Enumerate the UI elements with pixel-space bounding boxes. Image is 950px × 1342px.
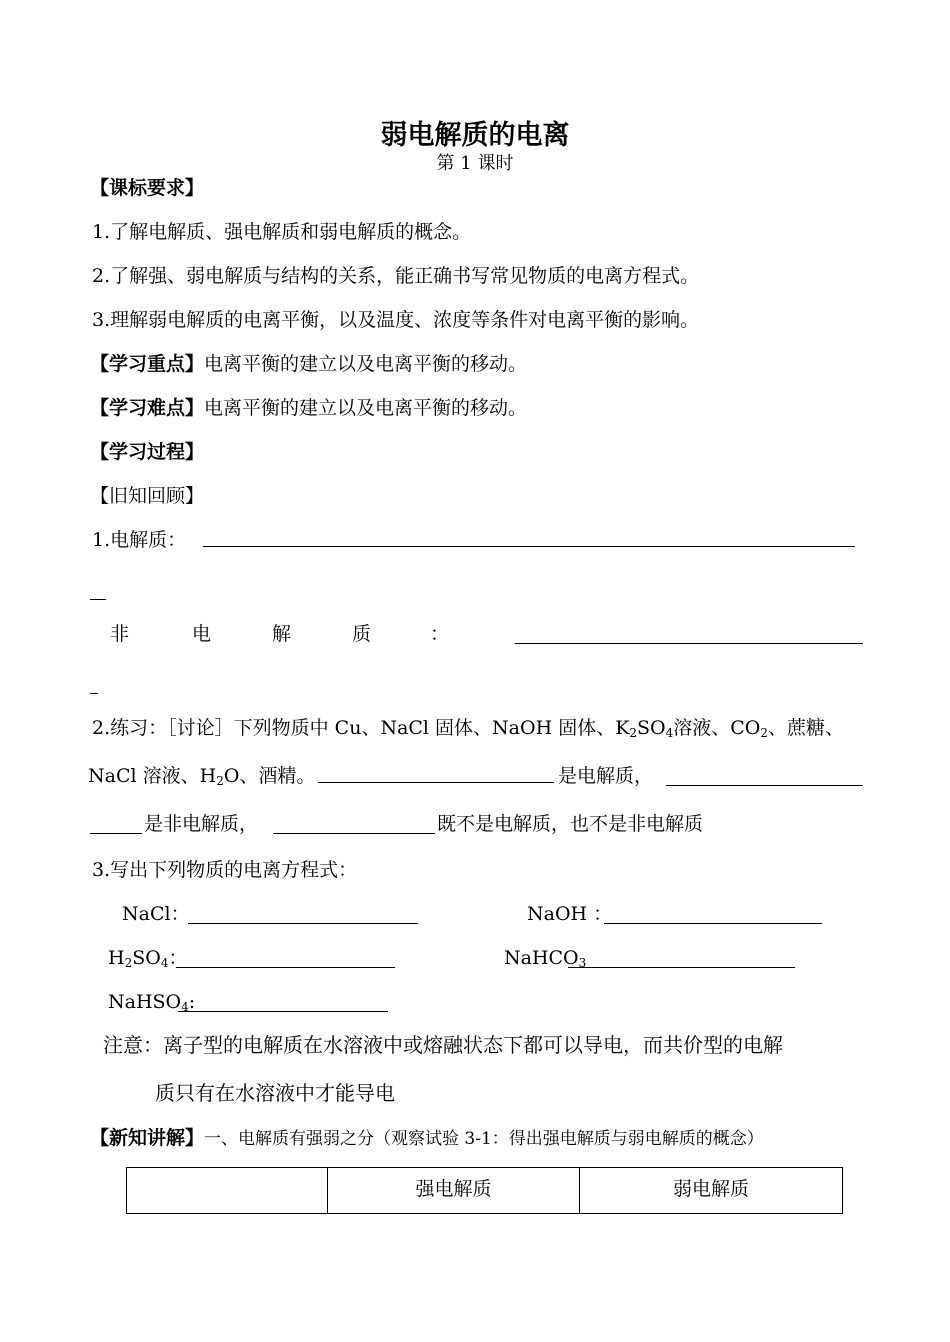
q2-text: 、蔗糖、 xyxy=(768,717,845,739)
electrolytes-blank[interactable] xyxy=(318,764,558,786)
comparison-table xyxy=(126,1167,843,1214)
q2-subscript: 4 xyxy=(665,726,674,740)
nonelectrolytes-blank[interactable] xyxy=(666,767,863,786)
q2-subscript: 2 xyxy=(216,774,224,788)
naoh-equation-blank[interactable] xyxy=(604,905,822,924)
formula-text: H xyxy=(108,947,125,969)
naoh-label: NaOH ： xyxy=(527,903,613,925)
formula-subscript: 3 xyxy=(578,956,587,970)
neither-blank[interactable] xyxy=(273,815,435,834)
difficulty-label: 【学习难点】 xyxy=(90,397,205,419)
standards-heading: 【课标要求】 xyxy=(90,177,205,199)
nonelectrolyte-char: 质 xyxy=(352,623,372,645)
q2-line-2a xyxy=(88,764,315,788)
standard-item-2: 2.了解强、弱电解质与结构的关系，能正确书写常见物质的电离方程式。 xyxy=(92,265,700,287)
formula-subscript: 4 xyxy=(160,956,169,970)
q2-line-1 xyxy=(92,716,844,740)
h2so4-equation-blank[interactable] xyxy=(176,949,395,968)
note-line-1: 注意：离子型的电解质在水溶液中或熔融状态下都可以导电，而共价型的电解 xyxy=(103,1033,783,1057)
electrolyte-label: 1.电解质： xyxy=(92,529,187,551)
q2-text: NaCl 溶液、H xyxy=(88,765,217,787)
page-subtitle: 第 1 课时 xyxy=(436,153,514,174)
formula-text: NaHSO xyxy=(108,991,182,1013)
q2-neither-suffix: 既不是电解质，也不是非电解质 xyxy=(437,813,704,835)
nacl-label: NaCl： xyxy=(122,903,190,925)
review-heading: 【旧知回顾】 xyxy=(90,485,205,507)
formula-text: : xyxy=(188,991,196,1013)
nahso4-equation-blank[interactable] xyxy=(178,993,388,1012)
difficulty-row xyxy=(90,396,527,420)
nonelectrolyte-char: 非 xyxy=(110,623,130,645)
standard-item-3: 3.理解弱电解质的电离平衡，以及温度、浓度等条件对电离平衡的影响。 xyxy=(92,309,700,331)
note-line-2: 质只有在水溶液中才能导电 xyxy=(155,1081,395,1105)
formula-text: ： xyxy=(168,947,188,969)
table-row xyxy=(127,1168,843,1214)
q2-electrolyte-suffix: 是电解质， xyxy=(558,765,654,787)
q2-text: SO xyxy=(637,717,666,739)
new-section-text: 一、电解质有强弱之分（观察试验 3-1：得出强电解质与弱电解质的概念） xyxy=(204,1129,764,1149)
focus-label: 【学习重点】 xyxy=(90,353,205,375)
q3-heading: 3.写出下列物质的电离方程式： xyxy=(92,859,358,881)
formula-subscript: 4 xyxy=(181,1000,189,1014)
new-section-label: 【新知讲解】 xyxy=(90,1127,205,1149)
formula-subscript: 2 xyxy=(124,956,133,970)
table-header-cell[interactable] xyxy=(127,1168,328,1214)
nahco3-equation-blank[interactable] xyxy=(568,946,798,968)
nonelectrolyte-blank-continuation[interactable] xyxy=(90,675,98,694)
page-title: 弱电解质的电离 xyxy=(380,120,570,151)
nonelectrolyte-blank[interactable] xyxy=(515,625,863,644)
new-section-row xyxy=(90,1126,764,1151)
q2-text: 2.练习：［讨论］下列物质中 Cu、NaCl 固体、NaOH 固体、K xyxy=(92,717,630,739)
nonelectrolyte-char: ： xyxy=(430,623,450,645)
q2-nonelectrolyte-suffix: 是非电解质， xyxy=(144,813,259,835)
standard-item-1: 1.了解电解质、强电解质和弱电解质的概念。 xyxy=(92,221,472,243)
difficulty-text: 电离平衡的建立以及电离平衡的移动。 xyxy=(204,397,528,419)
table-header-strong: 强电解质 xyxy=(328,1168,580,1214)
nonelectrolyte-char: 电 xyxy=(192,623,212,645)
process-heading: 【学习过程】 xyxy=(90,441,205,463)
formula-text: SO xyxy=(132,947,161,969)
q2-subscript: 2 xyxy=(760,726,769,740)
nonelectrolytes-blank-continuation[interactable] xyxy=(90,815,142,834)
electrolyte-blank-continuation[interactable] xyxy=(90,581,106,600)
table-header-weak: 弱电解质 xyxy=(580,1168,843,1214)
q2-text: O、酒精。 xyxy=(223,765,316,787)
nacl-equation-blank[interactable] xyxy=(188,905,418,924)
q2-subscript: 2 xyxy=(629,726,638,740)
q2-text: 溶液、CO xyxy=(673,717,761,739)
focus-row xyxy=(90,352,527,376)
focus-text: 电离平衡的建立以及电离平衡的移动。 xyxy=(204,353,528,375)
formula-text: NaHCO xyxy=(504,947,579,969)
nonelectrolyte-char: 解 xyxy=(272,623,292,645)
electrolyte-blank[interactable] xyxy=(203,528,863,550)
